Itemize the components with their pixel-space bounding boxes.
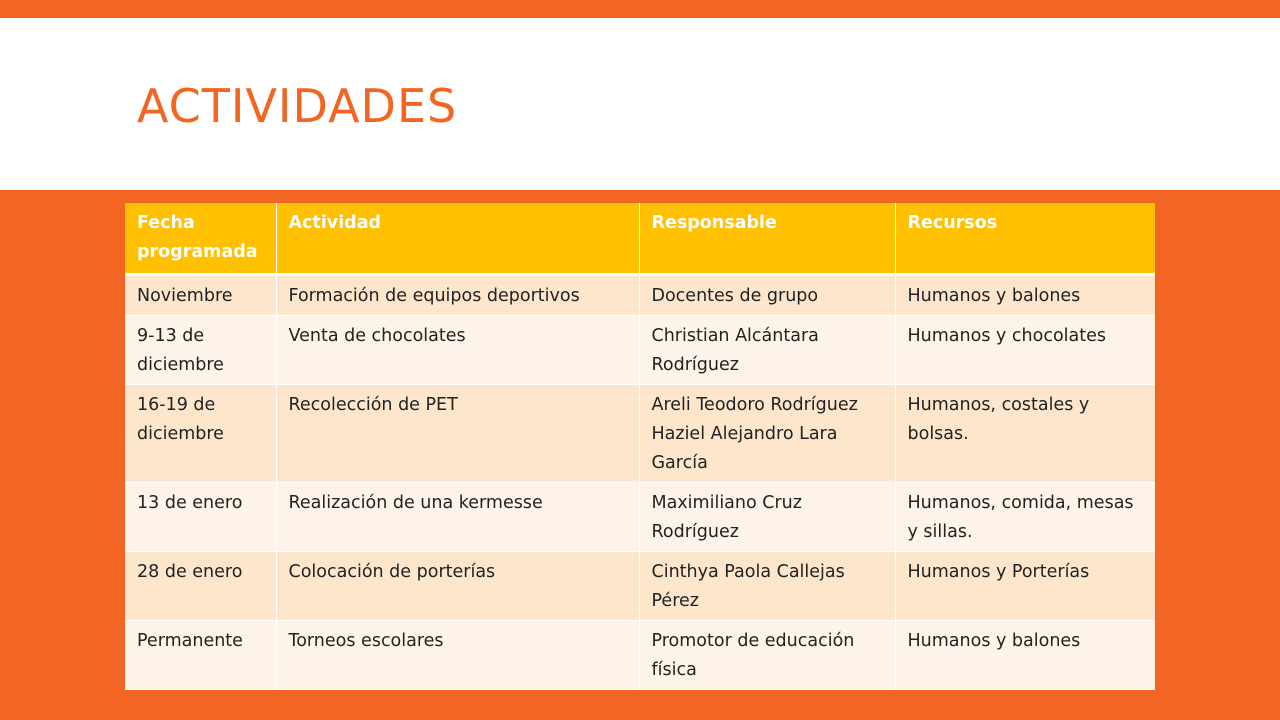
cell-recursos: Humanos y balones	[895, 275, 1155, 316]
responsable-name: Maximiliano Cruz Rodríguez	[651, 493, 802, 542]
header-fecha: Fecha programada	[125, 203, 276, 275]
cell-responsable	[639, 275, 895, 316]
table-row	[125, 316, 1155, 385]
cell-responsable	[639, 552, 895, 621]
cell-responsable	[639, 621, 895, 690]
responsable-name: Haziel Alejandro Lara García	[651, 424, 838, 473]
header-recursos: Recursos	[895, 203, 1155, 275]
cell-recursos: Humanos, costales y bolsas.	[895, 385, 1155, 483]
cell-responsable	[639, 385, 895, 483]
cell-actividad: Realización de una kermesse	[276, 483, 639, 552]
top-accent-bar	[0, 0, 1280, 18]
cell-recursos: Humanos, comida, mesas y sillas.	[895, 483, 1155, 552]
header-responsable: Responsable	[639, 203, 895, 275]
header-actividad: Actividad	[276, 203, 639, 275]
cell-responsable	[639, 316, 895, 385]
cell-actividad: Torneos escolares	[276, 621, 639, 690]
cell-fecha: 9-13 de diciembre	[125, 316, 276, 385]
activities-table	[125, 203, 1155, 690]
cell-recursos: Humanos y Porterías	[895, 552, 1155, 621]
cell-actividad: Formación de equipos deportivos	[276, 275, 639, 316]
cell-fecha: Permanente	[125, 621, 276, 690]
table-row	[125, 275, 1155, 316]
cell-responsable	[639, 483, 895, 552]
cell-recursos: Humanos y balones	[895, 621, 1155, 690]
cell-recursos: Humanos y chocolates	[895, 316, 1155, 385]
responsable-name: Areli Teodoro Rodríguez	[651, 395, 858, 415]
slide-title: ACTIVIDADES	[137, 79, 458, 133]
cell-fecha: 16-19 de diciembre	[125, 385, 276, 483]
cell-actividad: Colocación de porterías	[276, 552, 639, 621]
cell-fecha: 13 de enero	[125, 483, 276, 552]
cell-fecha: 28 de enero	[125, 552, 276, 621]
cell-fecha: Noviembre	[125, 275, 276, 316]
table-row	[125, 483, 1155, 552]
table-row	[125, 385, 1155, 483]
table-row	[125, 621, 1155, 690]
responsable-name: Cinthya Paola Callejas Pérez	[651, 562, 845, 611]
responsable-name: Docentes de grupo	[651, 286, 819, 306]
table-header-row	[125, 203, 1155, 275]
cell-actividad: Recolección de PET	[276, 385, 639, 483]
cell-actividad: Venta de chocolates	[276, 316, 639, 385]
responsable-name: Christian Alcántara Rodríguez	[651, 326, 819, 375]
responsable-name: Promotor de educación física	[651, 631, 855, 680]
table-row	[125, 552, 1155, 621]
